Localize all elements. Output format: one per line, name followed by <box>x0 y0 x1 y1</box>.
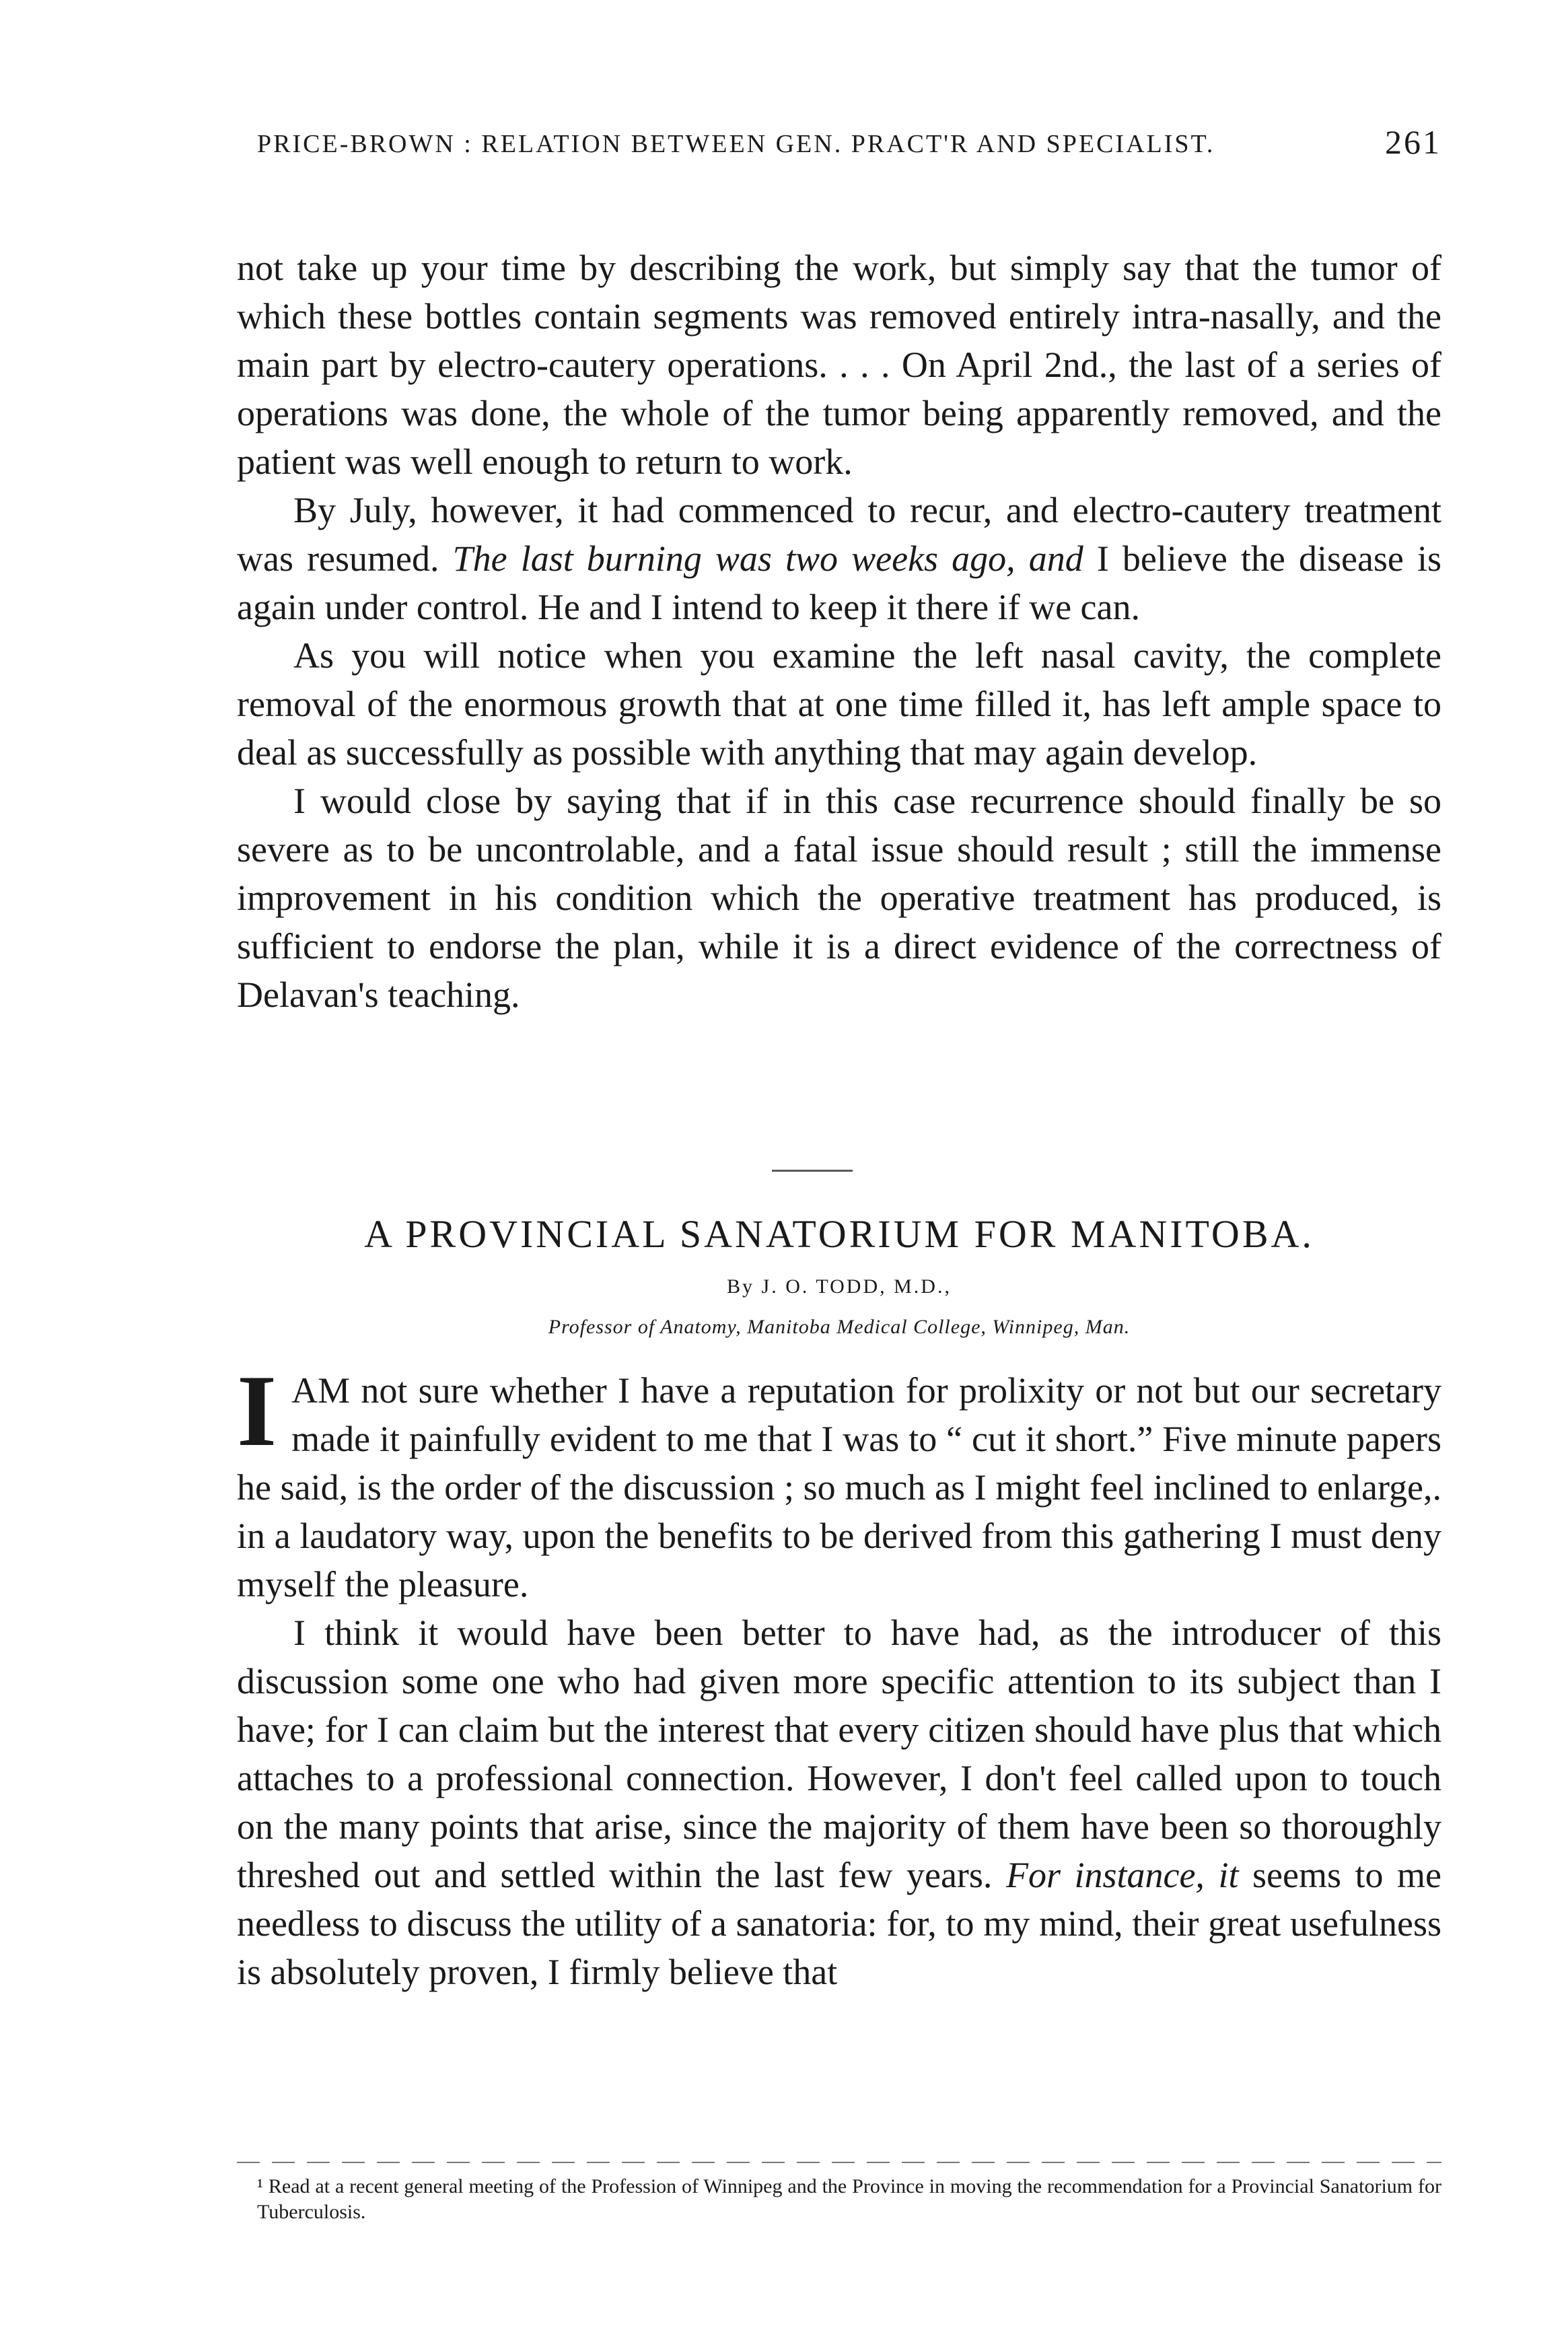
text-span: seems to me needless to discuss the utility of a sanatoria: for, to my mind, their great usefulness is absolutely proven, I firmly believe that <box>237 1855 1441 1992</box>
article-body <box>237 1354 1441 1996</box>
italic-text: For instance, it <box>1005 1855 1239 1895</box>
text-span: By July, however, it had commenced to recur, and electro-cautery treatment was resumed. <box>237 490 1441 579</box>
text-span: AM not sure whether I have a reputation for prolixity or not but our secretary made it painfully evident to me that I was to “ cut it short.” Five minute papers he said, is the order of the discussion ; so much as I might feel inclined to enlarge,. in a laudatory way, upon the benefits to be derived from this gathering I must deny myself the pleasure. <box>237 1370 1441 1604</box>
text-span: I believe the disease is again under control. He and I intend to keep it there if we can. <box>237 538 1442 627</box>
paragraph: As you will notice when you examine the left nasal cavity, the complete removal of the enormous growth that at one time filled it, has left ample space to deal as successfully as possible with anything that may again develop. <box>237 635 1441 773</box>
italic-text: The last burning was two weeks ago, and <box>452 538 1083 579</box>
section-divider <box>772 1170 853 1172</box>
author-affiliation: Professor of Anatomy, Manitoba Medical College, Winnipeg, Man. <box>548 1316 1131 1338</box>
text-span: I think it would have been better to have had, as the introducer of this discussion some one who had given more specific attention to its subject than I have; for I can claim but the interest that every citizen should have plus that which attaches to a professional connection. However, I don't feel called upon to touch on the many points that arise, since the majority of them have been so thoroughly threshed out and settled within the last few years. <box>237 1613 1441 1895</box>
paragraph: I would close by saying that if in this case recurrence should finally be so severe as to be uncontrolable, and a fatal issue should result ; still the immense improvement in his condition which the operative treatment has produced, is sufficient to endorse the plan, while it is a direct evidence of the correctness of Delavan's teaching. <box>237 781 1441 1015</box>
footnote-rule <box>237 2162 1441 2163</box>
article-title: A PROVINCIAL SANATORIUM FOR MANITOBA. <box>364 1212 1314 1256</box>
drop-cap: I <box>237 1354 277 1467</box>
paragraph <box>237 1609 1441 1996</box>
article-byline: By J. O. TODD, M.D., <box>727 1275 952 1298</box>
footnote: ¹ Read at a recent general meeting of the Profession of Winnipeg and the Province in moving the recommendation for a Provincial Sanatorium for Tuberculosis. <box>257 2175 1441 2223</box>
paragraph <box>237 1354 1441 1609</box>
paragraph: not take up your time by describing the work, but simply say that the tumor of which these bottles contain segments was removed entirely intra-nasally, and the main part by electro-cautery operations. . . . On April 2nd., the last of a series of operations was done, the whole of the tumor being apparently removed, and the patient was well enough to return to work. <box>237 248 1441 482</box>
page-number: 261 <box>1385 123 1441 161</box>
running-head-title: PRICE-BROWN : RELATION BETWEEN GEN. PRACT'R AND SPECIALIST. <box>257 130 1215 158</box>
continued-text <box>237 244 1441 1019</box>
paragraph <box>237 486 1441 631</box>
